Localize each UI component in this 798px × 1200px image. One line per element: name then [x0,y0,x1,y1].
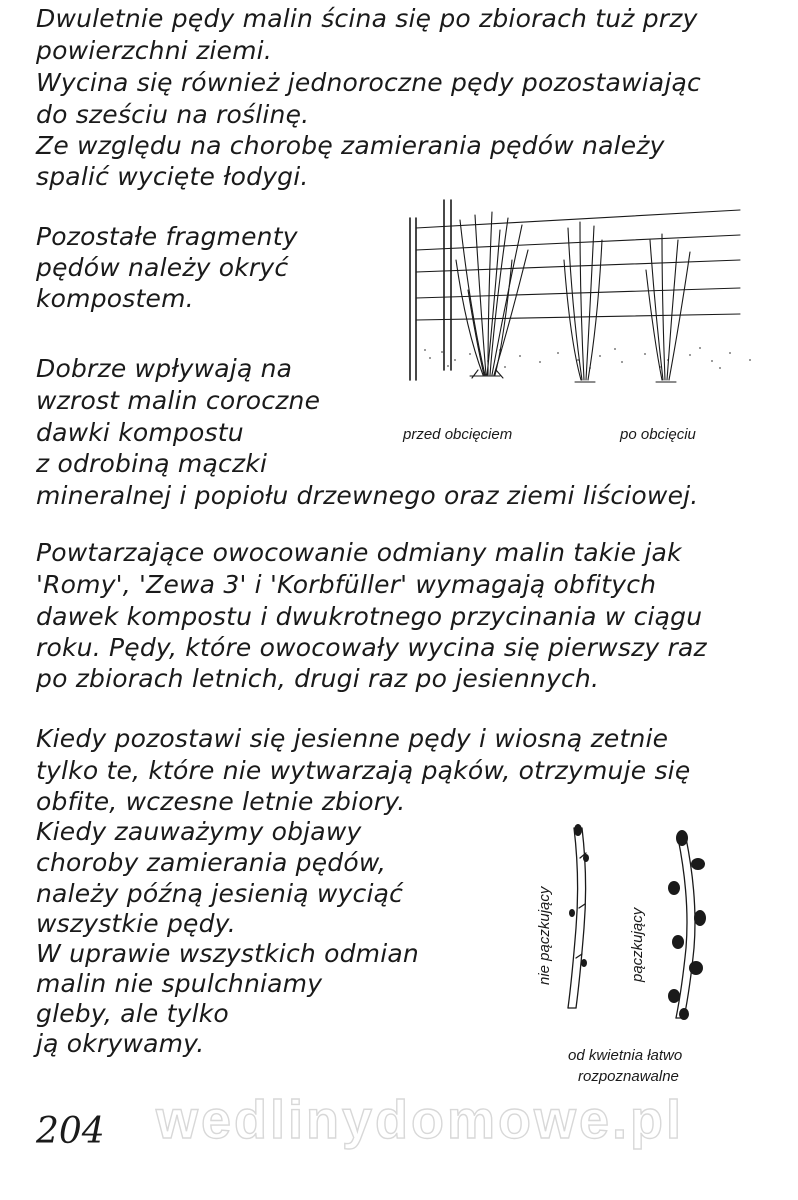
caption-after-pruning: po obcięciu [620,426,696,443]
watermark [100,1090,740,1154]
text-line: 'Romy', 'Zewa 3' i 'Korbfüller' wymagają obfitych [36,570,657,599]
text-line: wszystkie pędy. [36,909,236,938]
cane-illustration [550,818,750,1028]
text-line: Wycina się również jednoroczne pędy pozostawiając [36,68,701,97]
text-line: Kiedy zauważymy objawy [36,817,362,846]
text-line: Ze względu na chorobę zamierania pędów należy [36,131,665,160]
text-line: wzrost malin coroczne [36,386,321,415]
text-line: roku. Pędy, które owocowały wycina się pierwszy raz [36,633,707,662]
text-line: należy późną jesienią wyciąć [36,879,404,908]
text-line: Kiedy pozostawi się jesienne pędy i wiosną zetnie [36,724,669,753]
text-line: choroby zamierania pędów, [36,848,387,877]
label-non-budding: nie pączkujący [536,886,553,985]
text-line: Dobrze wpływają na [36,354,293,383]
caption-recognizable-line-2: rozpoznawalne [578,1068,679,1085]
trellis-illustration [400,190,798,390]
text-line: obfite, wczesne letnie zbiory. [36,787,406,816]
text-line: z odrobiną mączki [36,449,268,478]
label-budding: pączkujący [629,907,646,982]
text-line: tylko te, które nie wytwarzają pąków, otrzymuje się [36,756,691,785]
text-line: po zbiorach letnich, drugi raz po jesiennych. [36,664,600,693]
caption-recognizable-line-1: od kwietnia łatwo [568,1047,683,1064]
text-line: W uprawie wszystkich odmian [36,939,419,968]
text-line: mineralnej i popiołu drzewnego oraz ziemi liściowej. [36,481,699,510]
caption-before-pruning: przed obcięciem [403,426,513,443]
text-line: powierzchni ziemi. [36,36,272,65]
text-line: spalić wycięte łodygi. [36,162,309,191]
text-line: Pozostałe fragmenty [36,222,298,251]
watermark-text: wedlinydomowe.pl [155,1090,685,1150]
text-line: gleby, ale tylko [36,999,229,1028]
text-line: ją okrywamy. [36,1029,205,1058]
text-line: Dwuletnie pędy malin ścina się po zbiorach tuż przy [36,4,698,33]
page-number: 204 [36,1111,105,1152]
text-line: do sześciu na roślinę. [36,100,310,129]
text-line: pędów należy okryć [36,253,289,282]
text-line: malin nie spulchniamy [36,969,323,998]
text-line: dawki kompostu [36,418,244,447]
text-line: dawek kompostu i dwukrotnego przycinania w ciągu [36,602,703,631]
text-line: kompostem. [36,284,194,313]
text-line: Powtarzające owocowanie odmiany malin takie jak [36,538,682,567]
